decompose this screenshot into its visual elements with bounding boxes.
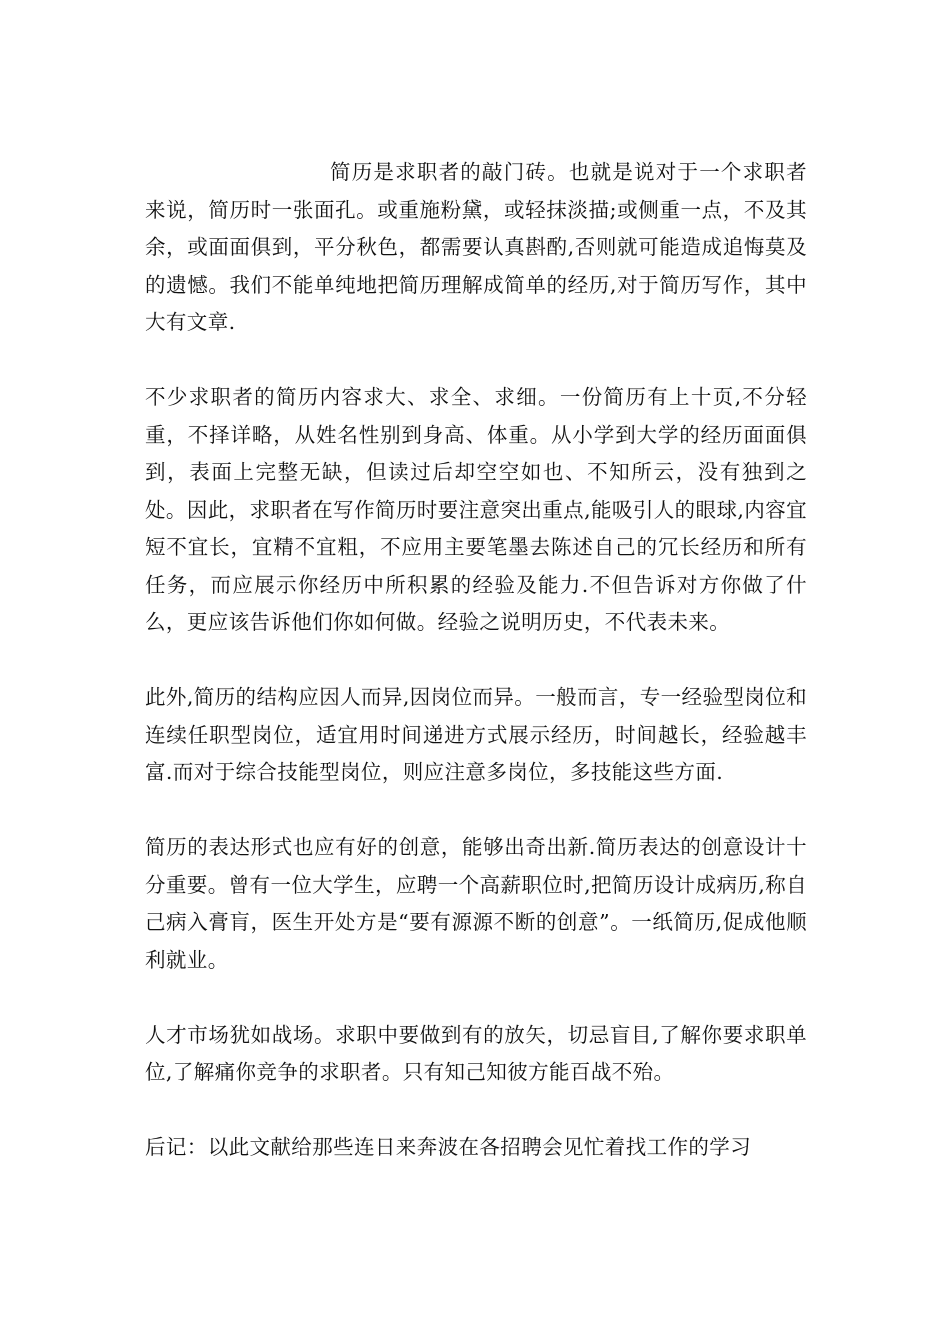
paragraph-market: 人才市场犹如战场。求职中要做到有的放矢，切忌盲目,了解你要求职单位,了解痛你竞争的求职者。只有知己知彼方能百战不殆。 — [145, 1022, 807, 1084]
paragraph-content: 不少求职者的简历内容求大、求全、求细。一份简历有上十页,不分轻重，不择详略，从姓名性别到身高、体重。从小学到大学的经历面面俱到，表面上完整无缺，但读过后却空空如也、不知所云，没有独到之处。因此，求职者在写作简历时要注意突出重点,能吸引人的眼球,内容宜短不宜长，宜精不宜粗，不应用主要笔墨去陈述自己的冗长经历和所有任务，而应展示你经历中所积累的经验及能力.不但告诉对方你做了什么，更应该告诉他们你如何做。经验之说明历史，不代表未来。 — [145, 385, 807, 634]
paragraph-postscript: 后记：以此文献给那些连日来奔波在各招聘会见忙着找工作的学习 — [145, 1135, 752, 1159]
document-body — [145, 154, 807, 1204]
paragraph-structure: 此外,简历的结构应因人而异,因岗位而异。一般而言，专一经验型岗位和连续任职型岗位，适宜用时间递进方式展示经历，时间越长，经验越丰富.而对于综合技能型岗位，则应注意多岗位，多技能这些方面. — [145, 685, 807, 784]
paragraph-intro: 简历是求职者的敲门砖。也就是说对于一个求职者来说，简历时一张面孔。或重施粉黛，或轻抹淡描;或侧重一点，不及其余，或面面俱到，平分秋色，都需要认真斟酌,否则就可能造成追悔莫及的遗憾。我们不能单纯地把简历理解成简单的经历,对于简历写作，其中大有文章. — [145, 160, 807, 334]
paragraph-creativity: 简历的表达形式也应有好的创意，能够出奇出新.简历表达的创意设计十分重要。曾有一位大学生，应聘一个高薪职位时,把简历设计成病历,称自己病入膏肓，医生开处方是“要有源源不断的创意”。一纸简历,促成他顺利就业。 — [145, 835, 807, 972]
